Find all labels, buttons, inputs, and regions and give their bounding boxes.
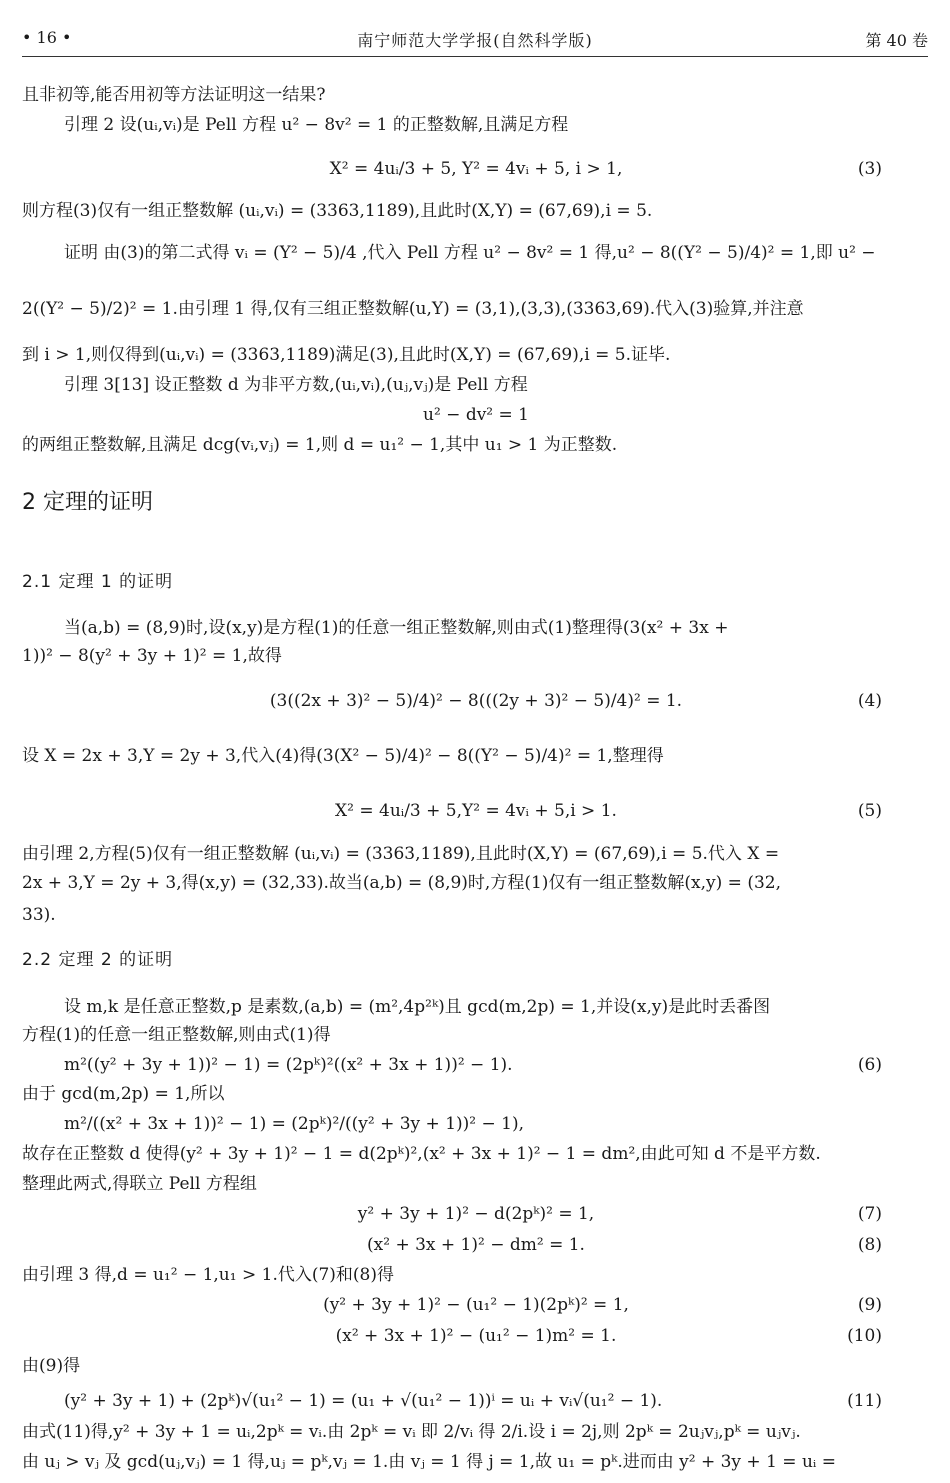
text-line xyxy=(22,374,930,396)
line-text: 2.1 定理 1 的证明 xyxy=(22,572,174,592)
line-text: 设 m,k 是任意正整数,p 是素数,(a,b) = (m²,4p²ᵏ)且 gcd(m,2p) = 1,并设(x,y)是此时丢番图 xyxy=(64,997,771,1017)
text-line xyxy=(22,1390,930,1412)
line-text: m²/((x² + 3x + 1))² − 1) = (2pᵏ)²/((y² + 3y + 1))² − 1), xyxy=(64,1114,524,1134)
text-line xyxy=(22,1113,930,1135)
line-text: y² + 3y + 1)² − d(2pᵏ)² = 1, xyxy=(357,1204,595,1224)
equation-number: (3) xyxy=(857,159,882,179)
text-line xyxy=(22,1143,930,1165)
text-line xyxy=(22,114,930,136)
text-line xyxy=(22,158,930,180)
text-line xyxy=(22,800,930,822)
line-text: 2((Y² − 5)/2)² = 1.由引理 1 得,仅有三组正整数解(u,Y) = (3,1),(3,3),(3363,69).代入(3)验算,并注意 xyxy=(22,299,804,319)
line-text: 当(a,b) = (8,9)时,设(x,y)是方程(1)的任意一组正整数解,则由式(1)整理得(3(x² + 3x + xyxy=(64,618,729,638)
line-text: (y² + 3y + 1)² − (u₁² − 1)(2pᵏ)² = 1, xyxy=(323,1295,629,1315)
text-line xyxy=(22,843,930,865)
text-line xyxy=(22,872,930,894)
text-line xyxy=(22,617,930,639)
text-line xyxy=(22,690,930,712)
equation-number: (4) xyxy=(857,691,882,711)
line-text: (x² + 3x + 1)² − (u₁² − 1)m² = 1. xyxy=(335,1326,617,1346)
text-line xyxy=(22,1234,930,1256)
equation-number: (6) xyxy=(857,1055,882,1075)
line-text: 则方程(3)仅有一组正整数解 (uᵢ,vᵢ) = (3363,1189),且此时(X,Y) = (67,69),i = 5. xyxy=(22,201,653,221)
volume-label: 第 40 卷 xyxy=(865,31,928,50)
equation-number: (10) xyxy=(847,1326,882,1346)
text-line xyxy=(22,242,930,264)
line-text: (3((2x + 3)² − 5)/4)² − 8(((2y + 3)² − 5)/4)² = 1. xyxy=(269,691,683,711)
text-line xyxy=(22,571,930,593)
text-line xyxy=(22,1421,930,1443)
line-text: 引理 3[13] 设正整数 d 为非平方数,(uᵢ,vᵢ),(uⱼ,vⱼ)是 Pell 方程 xyxy=(64,375,528,395)
text-line xyxy=(22,745,930,767)
text-line xyxy=(22,1173,930,1195)
text-line xyxy=(22,1203,930,1225)
line-text: (y² + 3y + 1) + (2pᵏ)√(u₁² − 1) = (u₁ + √(u₁² − 1))ⁱ = uᵢ + vᵢ√(u₁² − 1). xyxy=(64,1391,663,1411)
line-text: 1))² − 8(y² + 3y + 1)² = 1,故得 xyxy=(22,646,282,666)
line-text: 设 X = 2x + 3,Y = 2y + 3,代入(4)得(3(X² − 5)/4)² − 8((Y² − 5)/4)² = 1,整理得 xyxy=(22,746,664,766)
equation-number: (11) xyxy=(847,1391,882,1411)
text-line xyxy=(22,1264,930,1286)
line-text: 由式(11)得,y² + 3y + 1 = uᵢ,2pᵏ = vᵢ.由 2pᵏ = vᵢ 即 2/vᵢ 得 2/i.设 i = 2j,则 2pᵏ = 2uⱼvⱼ,pᵏ = uⱼvⱼ. xyxy=(22,1422,801,1442)
line-text: u² − dv² = 1 xyxy=(423,405,529,425)
text-line xyxy=(22,1083,930,1105)
line-text: X² = 4uᵢ/3 + 5,Y² = 4vᵢ + 5,i > 1. xyxy=(335,801,617,821)
text-line xyxy=(22,949,930,971)
line-text: (x² + 3x + 1)² − dm² = 1. xyxy=(367,1235,585,1255)
text-line xyxy=(22,84,930,106)
line-text: 到 i > 1,则仅得到(uᵢ,vᵢ) = (3363,1189)满足(3),且此时(X,Y) = (67,69),i = 5.证毕. xyxy=(22,345,671,365)
text-line xyxy=(22,492,930,514)
line-text: 引理 2 设(uᵢ,vᵢ)是 Pell 方程 u² − 8v² = 1 的正整数解,且满足方程 xyxy=(64,115,569,135)
text-line xyxy=(22,200,930,222)
line-text: 整理此两式,得联立 Pell 方程组 xyxy=(22,1174,257,1194)
line-text: 由(9)得 xyxy=(22,1356,81,1376)
text-line xyxy=(22,1054,930,1076)
text-line xyxy=(22,1294,930,1316)
text-line xyxy=(22,344,930,366)
line-text: 2 定理的证明 xyxy=(22,490,153,515)
line-text: 由于 gcd(m,2p) = 1,所以 xyxy=(22,1084,225,1104)
line-text: 由引理 3 得,d = u₁² − 1,u₁ > 1.代入(7)和(8)得 xyxy=(22,1265,395,1285)
equation-number: (9) xyxy=(857,1295,882,1315)
page-number: • 16 • xyxy=(22,28,72,47)
line-text: 2.2 定理 2 的证明 xyxy=(22,950,174,970)
journal-title: 南宁师范大学学报(自然科学版) xyxy=(357,31,593,50)
line-text: 且非初等,能否用初等方法证明这一结果? xyxy=(22,85,326,105)
text-line xyxy=(22,645,930,667)
text-line xyxy=(22,904,930,926)
running-header xyxy=(22,22,928,57)
line-text: 的两组正整数解,且满足 dcg(vᵢ,vⱼ) = 1,则 d = u₁² − 1,其中 u₁ > 1 为正整数. xyxy=(22,435,618,455)
text-line xyxy=(22,1024,930,1046)
text-line xyxy=(22,1325,930,1347)
equation-number: (5) xyxy=(857,801,882,821)
line-text: 故存在正整数 d 使得(y² + 3y + 1)² − 1 = d(2pᵏ)²,(x² + 3x + 1)² − 1 = dm²,由此可知 d 不是平方数. xyxy=(22,1144,821,1164)
line-text: 33). xyxy=(22,905,56,925)
line-text: X² = 4uᵢ/3 + 5, Y² = 4vᵢ + 5, i > 1, xyxy=(329,159,623,179)
line-text: 由 uⱼ > vⱼ 及 gcd(uⱼ,vⱼ) = 1 得,uⱼ = pᵏ,vⱼ = 1.由 vⱼ = 1 得 j = 1,故 u₁ = pᵏ.进而由 y² + 3y + 1 = uᵢ = xyxy=(22,1452,836,1472)
line-text: m²((y² + 3y + 1))² − 1) = (2pᵏ)²((x² + 3x + 1))² − 1). xyxy=(64,1055,513,1075)
equation-number: (8) xyxy=(857,1235,882,1255)
line-text: 方程(1)的任意一组正整数解,则由式(1)得 xyxy=(22,1025,331,1045)
line-text: 由引理 2,方程(5)仅有一组正整数解 (uᵢ,vᵢ) = (3363,1189),且此时(X,Y) = (67,69),i = 5.代入 X = xyxy=(22,844,780,864)
text-line xyxy=(22,1355,930,1377)
line-text: 证明 由(3)的第二式得 vᵢ = (Y² − 5)/4 ,代入 Pell 方程 u² − 8v² = 1 得,u² − 8((Y² − 5)/4)² = 1,即 u² − xyxy=(64,243,876,263)
line-text: 2x + 3,Y = 2y + 3,得(x,y) = (32,33).故当(a,b) = (8,9)时,方程(1)仅有一组正整数解(x,y) = (32, xyxy=(22,873,781,893)
text-line xyxy=(22,996,930,1018)
text-line xyxy=(22,298,930,320)
equation-number: (7) xyxy=(857,1204,882,1224)
text-line xyxy=(22,434,930,456)
text-line xyxy=(22,1451,930,1473)
text-line xyxy=(22,404,930,426)
